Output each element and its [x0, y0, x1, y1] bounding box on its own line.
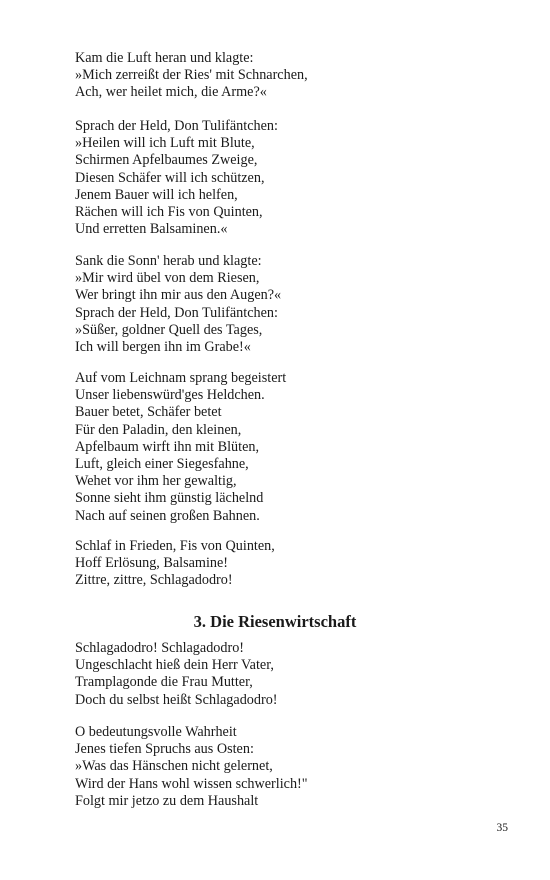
- verse-line: Zittre, zittre, Schlagadodro!: [75, 572, 233, 589]
- verse-line: Apfelbaum wirft ihn mit Blüten,: [75, 438, 260, 455]
- verse-line: Diesen Schäfer will ich schützen,: [75, 169, 265, 186]
- verse-line: Für den Paladin, den kleinen,: [75, 421, 242, 438]
- verse-line: Folgt mir jetzo zu dem Haushalt: [75, 792, 259, 809]
- verse-line: »Heilen will ich Luft mit Blute,: [75, 135, 255, 152]
- section-stanza-2: [75, 724, 495, 810]
- verse-line: »Süßer, goldner Quell des Tages,: [75, 321, 263, 338]
- verse-line: Schlagadodro! Schlagadodro!: [75, 640, 245, 656]
- verse-line: Und erretten Balsaminen.«: [75, 221, 228, 238]
- verse-line: O bedeutungsvolle Wahrheit: [75, 724, 237, 740]
- section-heading: 3. Die Riesenwirtschaft: [193, 612, 357, 631]
- verse-line: Hoff Erlösung, Balsamine!: [75, 555, 229, 572]
- verse-line: Kam die Luft heran und klagte:: [75, 50, 254, 66]
- verse-line: Auf vom Leichnam sprang begeistert: [75, 370, 287, 386]
- stanza-4: [75, 370, 495, 525]
- verse-line: Wer bringt ihn mir aus den Augen?«: [75, 287, 282, 304]
- verse-line: Doch du selbst heißt Schlagadodro!: [75, 691, 278, 708]
- verse-line: Schirmen Apfelbaumes Zweige,: [75, 152, 258, 169]
- verse-line: »Mich zerreißt der Ries' mit Schnarchen,: [75, 67, 308, 84]
- verse-line: Jenem Bauer will ich helfen,: [75, 186, 238, 203]
- verse-line: Ach, wer heilet mich, die Arme?«: [75, 84, 267, 101]
- verse-line: Wird der Hans wohl wissen schwerlich!": [75, 775, 308, 792]
- verse-line: Sprach der Held, Don Tulifäntchen:: [75, 118, 278, 134]
- verse-line: Wehet vor ihm her gewaltig,: [75, 473, 237, 490]
- verse-line: Tramplagonde die Frau Mutter,: [75, 674, 253, 691]
- stanza-1: [75, 50, 495, 102]
- page-number: 35: [496, 822, 508, 834]
- verse-line: Nach auf seinen großen Bahnen.: [75, 507, 260, 524]
- stanza-5: [75, 538, 495, 590]
- verse-line: Luft, gleich einer Siegesfahne,: [75, 456, 249, 473]
- verse-line: Jenes tiefen Spruchs aus Osten:: [75, 741, 254, 758]
- verse-line: »Mir wird übel von dem Riesen,: [75, 270, 260, 287]
- verse-line: Unser liebenswürd'ges Heldchen.: [75, 387, 265, 404]
- verse-line: Sprach der Held, Don Tulifäntchen:: [75, 304, 278, 321]
- verse-line: Sonne sieht ihm günstig lächelnd: [75, 490, 264, 507]
- stanza-3: [75, 253, 495, 356]
- section-stanza-1: [75, 640, 495, 709]
- verse-line: Ich will bergen ihn im Grabe!«: [75, 339, 251, 356]
- verse-line: Schlaf in Frieden, Fis von Quinten,: [75, 538, 275, 554]
- verse-line: »Was das Hänschen nicht gelernet,: [75, 758, 273, 775]
- verse-line: Ungeschlacht hieß dein Herr Vater,: [75, 657, 274, 674]
- verse-line: Rächen will ich Fis von Quinten,: [75, 204, 263, 221]
- stanza-2: [75, 118, 495, 238]
- verse-line: Sank die Sonn' herab und klagte:: [75, 253, 262, 269]
- verse-line: Bauer betet, Schäfer betet: [75, 404, 222, 421]
